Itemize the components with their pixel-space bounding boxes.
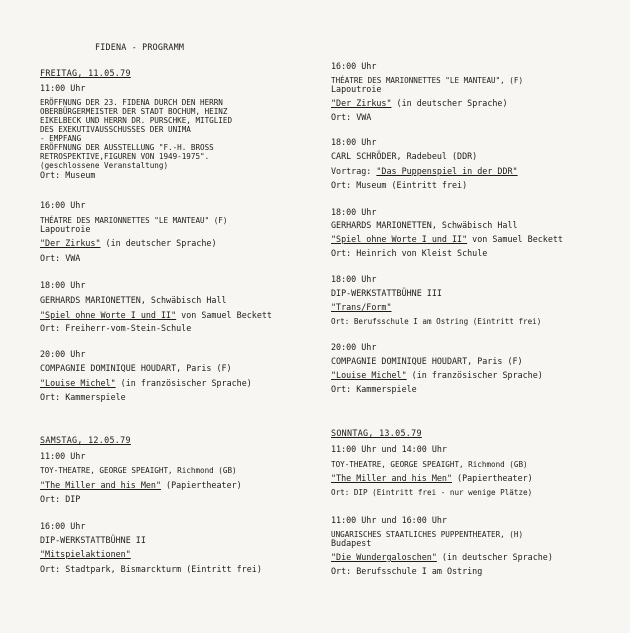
event-time: 11:00 Uhr und 14:00 Uhr [331, 444, 447, 454]
event-description: ERÖFFNUNG DER 23. FIDENA DURCH DEN HERRN [40, 98, 223, 107]
event-company: Lapoutroie [331, 84, 382, 94]
day-header-sunday: SONNTAG, 13.05.79 [331, 428, 422, 438]
event-time: 11:00 Uhr [40, 83, 86, 93]
event-title: "Der Zirkus" [331, 98, 392, 108]
event-title: "The Miller and his Men" [40, 480, 162, 490]
event-location: Ort: Freiherr-vom-Stein-Schule [40, 323, 192, 333]
event-company: TOY-THEATRE, GEORGE SPEAIGHT, Richmond (GB) [331, 460, 528, 469]
event-title-line [331, 235, 563, 244]
event-title: "Der Zirkus" [40, 238, 101, 248]
event-location: Ort: Stadtpark, Bismarckturm (Eintritt frei) [40, 564, 262, 574]
event-company: TOY-THEATRE, GEORGE SPEAIGHT, Richmond (GB) [40, 466, 237, 475]
event-title-line [40, 481, 242, 490]
event-time: 16:00 Uhr [331, 61, 377, 71]
event-time: 18:00 Uhr [331, 207, 377, 217]
event-note: (in französischer Sprache) [406, 370, 543, 380]
event-title: "The Miller and his Men" [331, 473, 453, 483]
event-title-line [40, 311, 272, 320]
event-note: (Papiertheater) [452, 473, 533, 483]
event-note: (in deutscher Sprache) [100, 238, 217, 248]
event-description: EIKELBECK UND HERRN DR. PURSCHKE, MITGLIED [40, 116, 233, 125]
event-title-line [40, 239, 217, 248]
event-title: "Louise Michel" [40, 378, 116, 388]
event-company: Budapest [331, 538, 372, 548]
event-company: DIP-WERKSTATTBÜHNE III [331, 288, 442, 298]
event-description: (geschlossene Veranstaltung) [40, 161, 169, 170]
event-title-line [331, 99, 508, 108]
event-title: "Mitspielaktionen" [40, 549, 131, 559]
event-location: Ort: Museum (Eintritt frei) [331, 180, 468, 190]
event-title: "Trans/Form" [331, 302, 392, 312]
event-time: 11:00 Uhr [40, 451, 86, 461]
event-title-line [331, 371, 543, 380]
event-location: Ort: Berufsschule I am Ostring [331, 566, 483, 576]
event-company: Lapoutroie [40, 224, 91, 234]
event-title-line [331, 553, 553, 562]
event-note: (in französischer Sprache) [115, 378, 252, 388]
event-location: Ort: VWA [331, 112, 372, 122]
event-note: von Samuel Beckett [176, 310, 272, 320]
event-company: THÉATRE DES MARIONNETTES "LE MANTEAU" (F) [40, 216, 228, 225]
event-company: THÉATRE DES MARIONNETTES "LE MANTEAU", (F) [331, 76, 524, 85]
event-description: OBERBÜRGERMEISTER DER STADT BOCHUM, HEINZ [40, 107, 228, 116]
event-company: COMPAGNIE DOMINIQUE HOUDART, Paris (F) [40, 363, 232, 373]
event-note: von Samuel Beckett [467, 234, 563, 244]
event-time: 18:00 Uhr [331, 137, 377, 147]
event-company: CARL SCHRÖDER, Radebeul (DDR) [331, 151, 478, 161]
event-time: 18:00 Uhr [331, 274, 377, 284]
event-note: (in deutscher Sprache) [436, 552, 553, 562]
event-note: (Papiertheater) [161, 480, 242, 490]
event-note: (in deutscher Sprache) [391, 98, 508, 108]
event-title: "Spiel ohne Worte I und II" [40, 310, 177, 320]
event-title: "Louise Michel" [331, 370, 407, 380]
event-location: Ort: DIP [40, 494, 81, 504]
event-title: "Die Wundergaloschen" [331, 552, 437, 562]
event-location: Ort: Museum [40, 170, 96, 180]
event-description: RETROSPEKTIVE,FIGUREN VON 1949-1975". [40, 152, 210, 161]
event-location: Ort: VWA [40, 253, 81, 263]
event-time: 16:00 Uhr [40, 200, 86, 210]
event-title: "Das Puppenspiel in der DDR" [376, 166, 518, 176]
event-location: Ort: Heinrich von Kleist Schule [331, 248, 488, 258]
event-description: ERÖFFNUNG DER AUSSTELLUNG "F.-H. BROSS [40, 143, 214, 152]
day-header-saturday: SAMSTAG, 12.05.79 [40, 435, 131, 445]
event-time: 20:00 Uhr [331, 342, 377, 352]
event-title-line [331, 303, 392, 312]
event-location: Ort: DIP (Eintritt frei - nur wenige Plätze) [331, 488, 533, 497]
event-location: Ort: Kammerspiele [40, 392, 126, 402]
event-location: Ort: Kammerspiele [331, 384, 417, 394]
event-location: Ort: Berufsschule I am Ostring (Eintritt frei) [331, 317, 542, 326]
event-description: - EMPFANG [40, 134, 82, 143]
event-company: UNGARISCHES STAATLICHES PUPPENTHEATER, (H) [331, 530, 524, 539]
event-time: 11:00 Uhr und 16:00 Uhr [331, 515, 447, 525]
event-title-line [331, 167, 518, 176]
event-description: DES EXEKUTIVAUSSCHUSSES DER UNIMA [40, 125, 191, 134]
event-title-line [40, 550, 131, 559]
event-company: DIP-WERKSTATTBÜHNE II [40, 535, 146, 545]
event-company: COMPAGNIE DOMINIQUE HOUDART, Paris (F) [331, 356, 523, 366]
page-title: FIDENA - PROGRAMM [95, 42, 185, 52]
event-title-line [331, 474, 533, 483]
event-title-prefix: Vortrag: [331, 166, 377, 176]
day-header-friday: FREITAG, 11.05.79 [40, 68, 131, 78]
event-time: 16:00 Uhr [40, 521, 86, 531]
event-time: 18:00 Uhr [40, 280, 86, 290]
event-time: 20:00 Uhr [40, 349, 86, 359]
event-company: GERHARDS MARIONETTEN, Schwäbisch Hall [331, 220, 518, 230]
event-title: "Spiel ohne Worte I und II" [331, 234, 468, 244]
event-title-line [40, 379, 252, 388]
event-company: GERHARDS MARIONETTEN, Schwäbisch Hall [40, 295, 227, 305]
